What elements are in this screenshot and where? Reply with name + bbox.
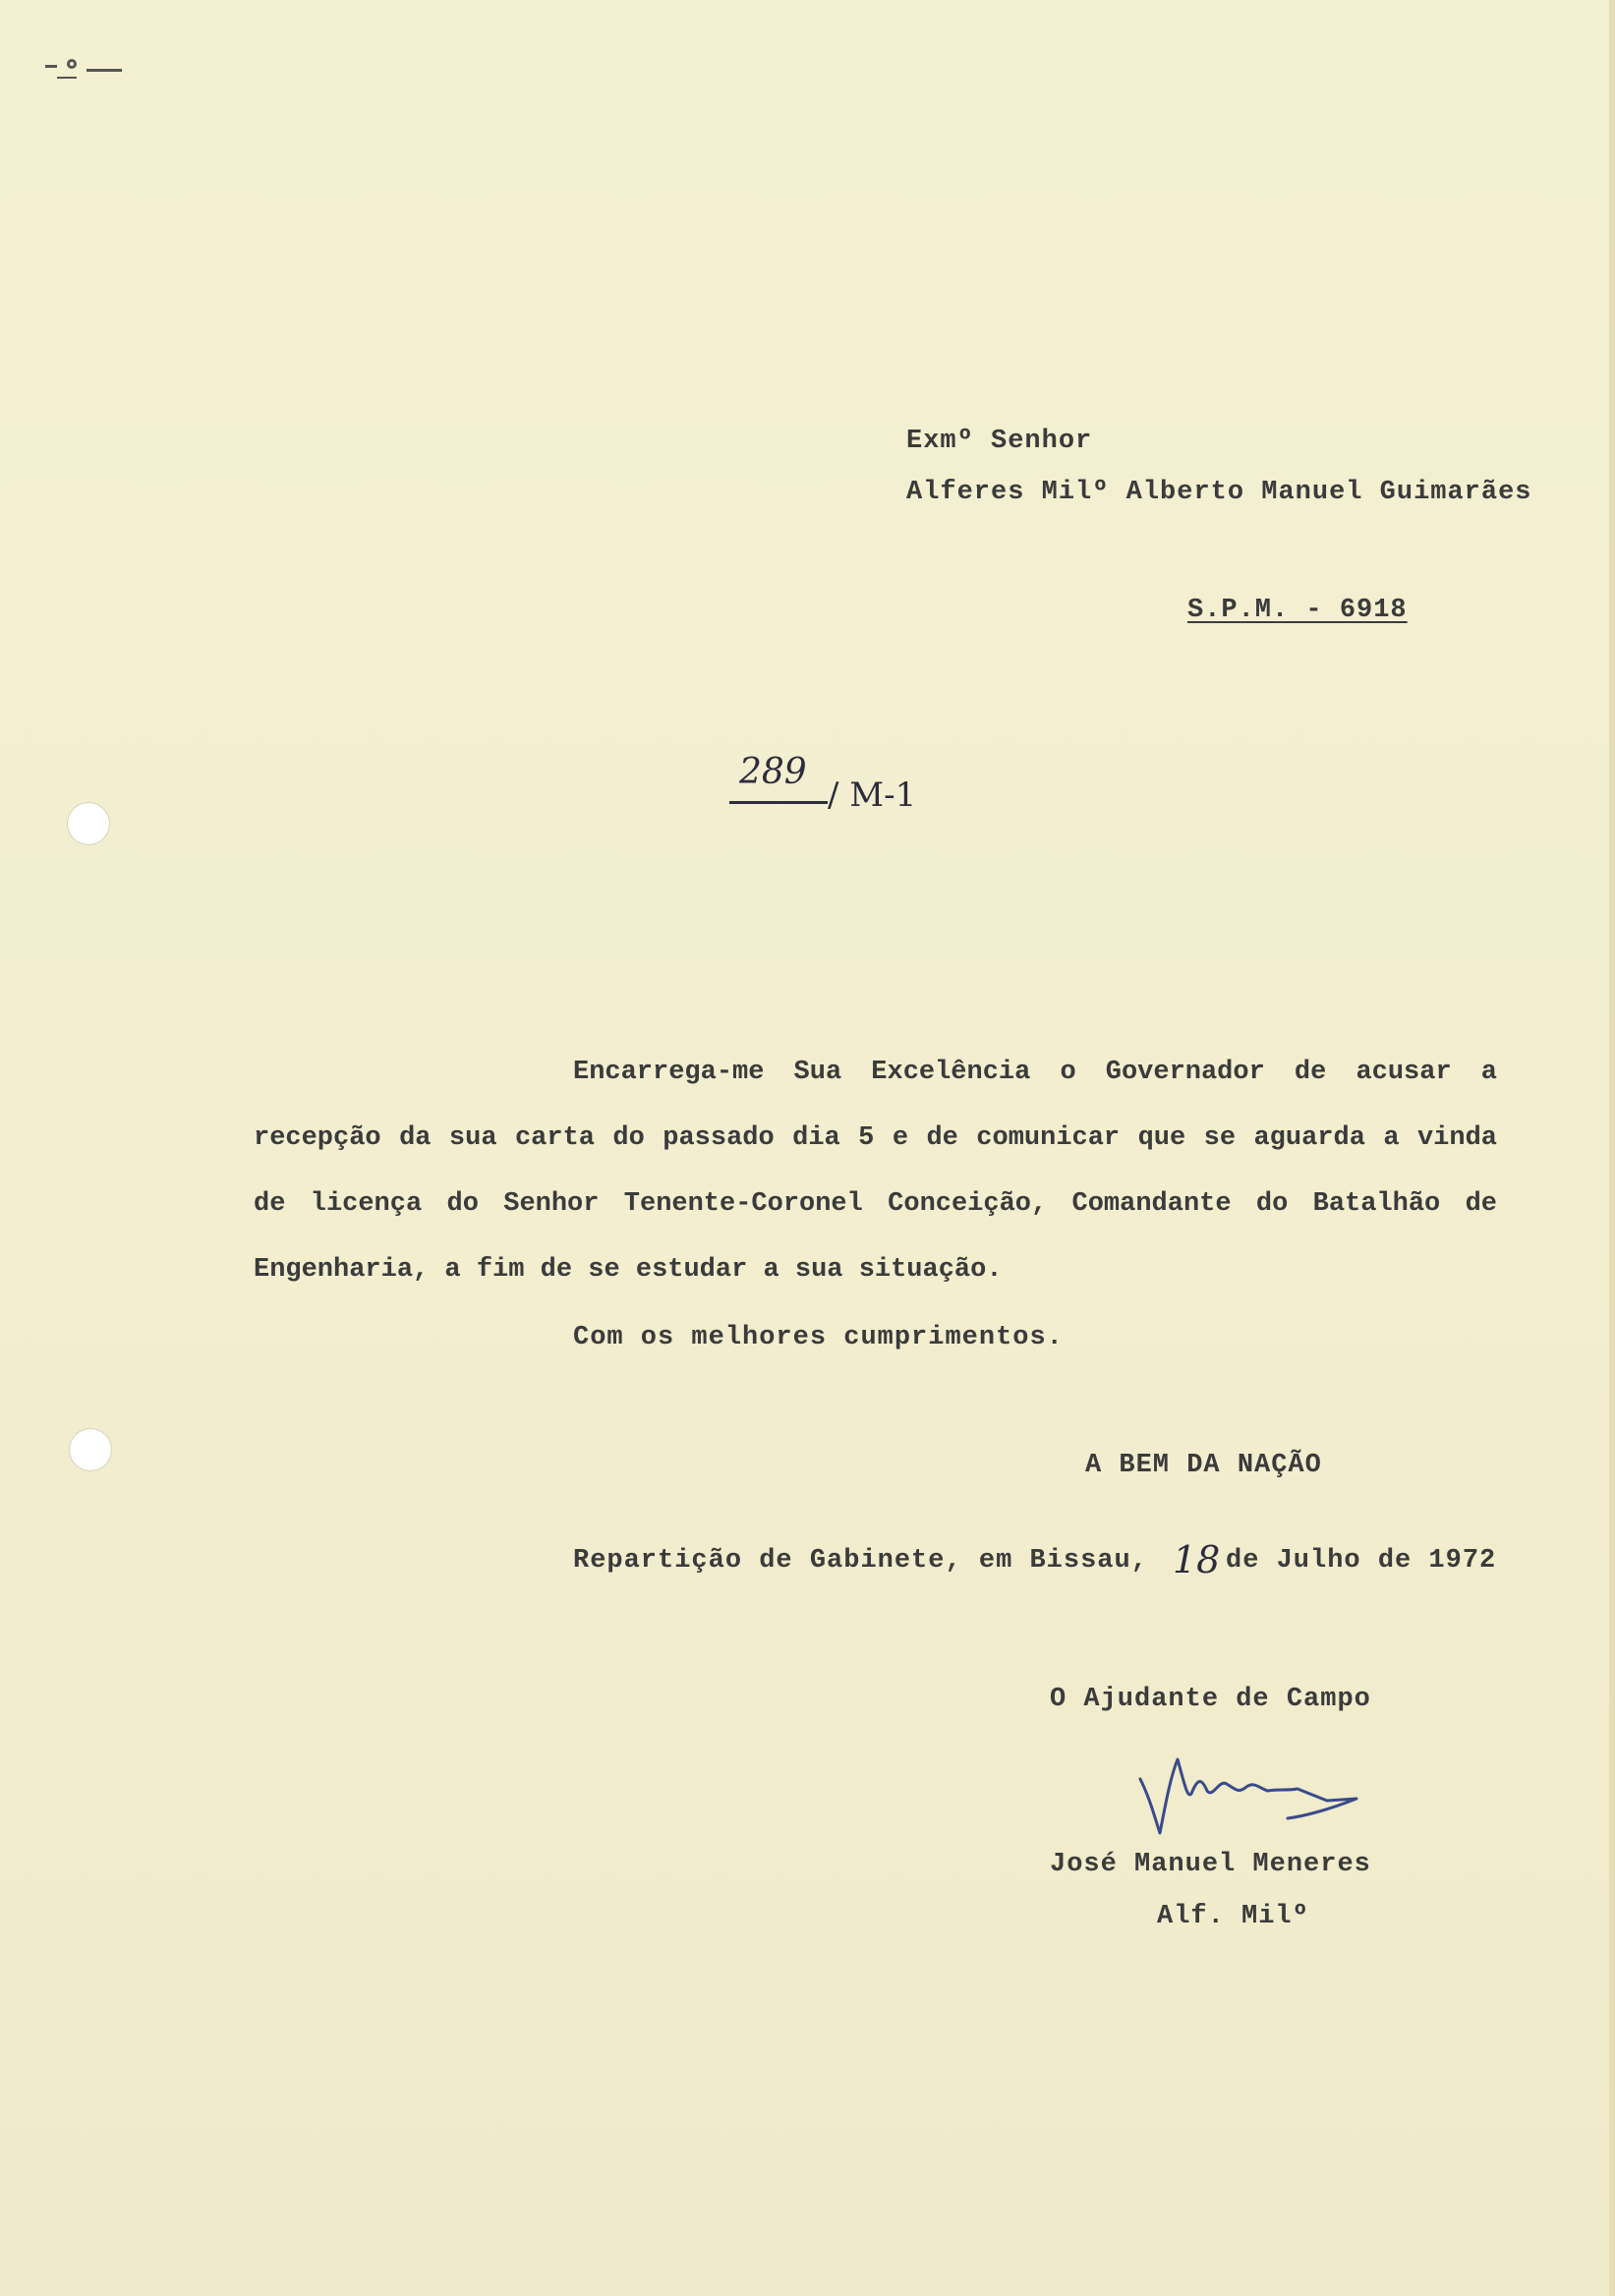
- postal-code: S.P.M. - 6918: [1187, 596, 1408, 625]
- page-edge: [1609, 0, 1615, 2296]
- place-date-suffix: de Julho de 1972: [1226, 1546, 1497, 1576]
- date-day: 18: [1173, 1538, 1221, 1581]
- closing: Com os melhores cumprimentos.: [573, 1323, 1064, 1352]
- letter-body: Encarrega-me Sua Excelência o Governador de acusar a recepção da sua carta do passado dia 5 e de comunicar que se aguarda a vinda de licença do Senhor Tenente-Coronel Conceição, Comandante do Batalhão de Engenharia, a fim de se estudar a sua situação.: [254, 1058, 1497, 1285]
- reference-number: [729, 752, 946, 821]
- place-date: [573, 1538, 1556, 1605]
- reference-suffix: / M-1: [828, 775, 917, 815]
- motto: A BEM DA NAÇÃO: [1085, 1451, 1322, 1480]
- place-date-prefix: Repartição de Gabinete, em Bissau,: [573, 1546, 1148, 1576]
- reference-number-value: 289: [739, 752, 807, 792]
- recipient: Alferes Milº Alberto Manuel Guimarães: [906, 478, 1532, 507]
- punch-hole-lower: [69, 1428, 112, 1471]
- signer-title: O Ajudante de Campo: [1050, 1685, 1371, 1714]
- salutation: Exmº Senhor: [906, 427, 1093, 456]
- signer-rank: Alf. Milº: [1157, 1902, 1309, 1931]
- reference-underline: [729, 801, 828, 804]
- signer-name: José Manuel Meneres: [1050, 1850, 1371, 1879]
- punch-hole-upper: [67, 802, 110, 845]
- signature: [1130, 1740, 1366, 1848]
